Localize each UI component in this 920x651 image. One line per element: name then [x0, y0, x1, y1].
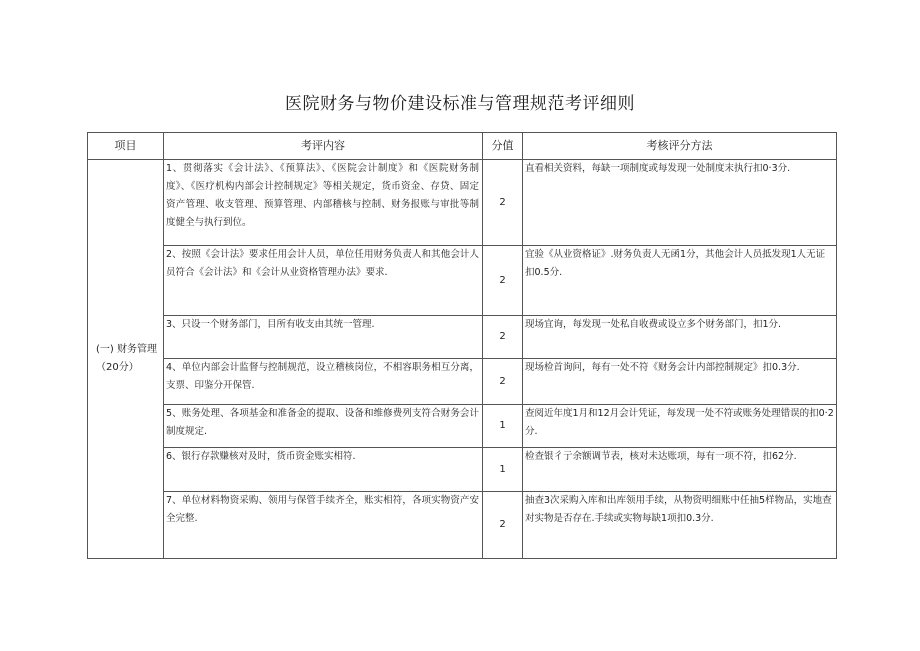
row-score: 2 [483, 246, 523, 316]
row-score: 1 [483, 405, 523, 448]
row-score: 2 [483, 316, 523, 359]
row-method: 检查银彳亍余额调节表，核对未达账项，每有一项不符，扣62分. [523, 448, 837, 492]
row-content: 4、单位内部会计监督与控制规范，设立稽核岗位，不相容职务相互分离，支票、印鉴分开保管. [164, 359, 483, 405]
section-label: (一) 财务管理（20分） [88, 160, 164, 559]
row-method: 抽查3次采购入库和出库领用手续，从物资明细账中任抽5样物品，实地查对实物是否存在.手续或实物每缺1项扣0.3分. [523, 492, 837, 559]
document-title: 医院财务与物价建设标准与管理规范考评细则 [285, 94, 635, 114]
row-method: 宜验《从业资格证》.财务负责人无函1分，其他会计人员抵发现1人无证扣0.5分. [523, 246, 837, 316]
header-item: 项目 [88, 133, 164, 160]
row-score: 1 [483, 448, 523, 492]
table-row [88, 316, 837, 359]
row-method: 现场检首询问，每有一处不符《财务会计内部控制规定》扣0.3分. [523, 359, 837, 405]
table-row [88, 448, 837, 492]
row-content: 3、只设一个财务部门，目所有收支由其统一管理. [164, 316, 483, 359]
row-method: 查阅近年度1月和12月会计凭证，每发现一处不符或账务处理错误的扣0·2分. [523, 405, 837, 448]
table-row [88, 246, 837, 316]
header-method: 考核评分方法 [523, 133, 837, 160]
row-content: 1、贯彻落实《会计法》、《预算法》、《医院会计制度》和《医院财务制度》、《医疗机构内部会计控制规定》等相关规定，货币资金、存贷、固定资产管理、收支管理、预算管理、内部稽核与控制、财务报账与审批等制度健全与执行到位。 [164, 160, 483, 246]
table-row [88, 359, 837, 405]
row-content: 7、单位材料物资采购、领用与保管手续齐全，账实相符，各项实物资产安全完整. [164, 492, 483, 559]
row-content: 6、银行存款赚核对及时，货币资金账实相符. [164, 448, 483, 492]
evaluation-table [87, 132, 837, 559]
table-row [88, 405, 837, 448]
header-score: 分值 [483, 133, 523, 160]
row-score: 2 [483, 160, 523, 246]
table-row [88, 160, 837, 246]
row-score: 2 [483, 492, 523, 559]
table-header-row [88, 133, 837, 160]
header-content: 考评内容 [164, 133, 483, 160]
row-method: 直看相关资料，每缺一项制度或每发现一处制度末执行扣0·3分. [523, 160, 837, 246]
row-content: 5、账务处理、各项基金和准备金的提取、设备和维修费列支符合财务会计制度规定. [164, 405, 483, 448]
row-content: 2、按照《会计法》要求任用会计人员，单位任用财务负责人和其他会计人员符合《会计法》和《会计从业资格管理办法》要求. [164, 246, 483, 316]
row-score: 2 [483, 359, 523, 405]
row-method: 现场宜询，每发现一处私自收费或设立多个财务部门，扣1分. [523, 316, 837, 359]
table-row [88, 492, 837, 559]
